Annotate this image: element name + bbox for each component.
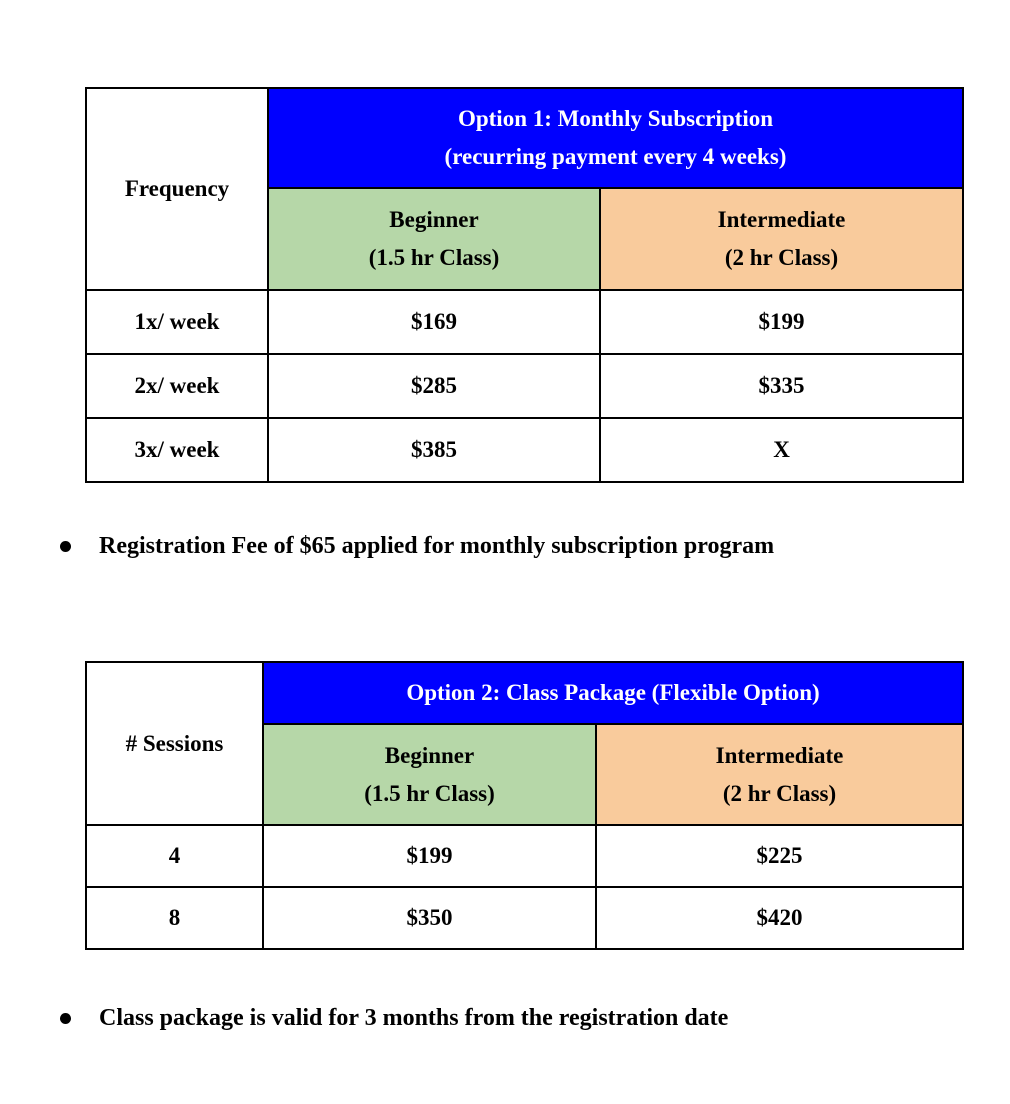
beginner-duration: (1.5 hr Class) [368, 245, 500, 270]
price-8-beginner: $350 [263, 887, 596, 949]
bullet-icon [60, 541, 71, 552]
beginner-column-header [268, 188, 600, 290]
intermediate-duration: (2 hr Class) [722, 780, 837, 806]
option1-title-header [268, 88, 963, 188]
intermediate-label: Intermediate [715, 742, 844, 768]
sessions-4-label: 4 [86, 825, 263, 887]
table-row [86, 662, 963, 724]
beginner-duration: (1.5 hr Class) [364, 780, 495, 806]
option1-title-line2: (recurring payment every 4 weeks) [444, 144, 787, 169]
price-2x-beginner: $285 [268, 354, 600, 418]
registration-fee-note [60, 530, 960, 562]
monthly-subscription-table [85, 87, 964, 483]
frequency-3x-label: 3x/ week [86, 418, 268, 482]
intermediate-column-header [596, 724, 963, 825]
option1-title-line1: Option 1: Monthly Subscription [457, 106, 774, 131]
beginner-label: Beginner [389, 207, 479, 232]
table-row [86, 354, 963, 418]
price-3x-beginner: $385 [268, 418, 600, 482]
beginner-label: Beginner [384, 742, 475, 768]
class-package-table [85, 661, 964, 950]
frequency-corner-header: Frequency [86, 88, 268, 290]
price-4-intermediate: $225 [596, 825, 963, 887]
price-8-intermediate: $420 [596, 887, 963, 949]
package-validity-note-text: Class package is valid for 3 months from the registration date [99, 1005, 729, 1031]
frequency-2x-label: 2x/ week [86, 354, 268, 418]
intermediate-label: Intermediate [717, 207, 846, 232]
table-row [86, 418, 963, 482]
intermediate-column-header [600, 188, 963, 290]
frequency-1x-label: 1x/ week [86, 290, 268, 354]
price-1x-beginner: $169 [268, 290, 600, 354]
table-row [86, 887, 963, 949]
sessions-8-label: 8 [86, 887, 263, 949]
price-4-beginner: $199 [263, 825, 596, 887]
price-3x-intermediate: X [600, 418, 963, 482]
option2-title-header: Option 2: Class Package (Flexible Option) [263, 662, 963, 724]
package-validity-note [60, 1002, 960, 1034]
intermediate-duration: (2 hr Class) [724, 245, 839, 270]
table-row [86, 88, 963, 188]
table-row [86, 290, 963, 354]
price-2x-intermediate: $335 [600, 354, 963, 418]
table-row [86, 825, 963, 887]
registration-fee-note-text: Registration Fee of $65 applied for monthly subscription program [99, 533, 775, 559]
sessions-corner-header: # Sessions [86, 662, 263, 825]
bullet-icon [60, 1013, 71, 1024]
beginner-column-header [263, 724, 596, 825]
price-1x-intermediate: $199 [600, 290, 963, 354]
